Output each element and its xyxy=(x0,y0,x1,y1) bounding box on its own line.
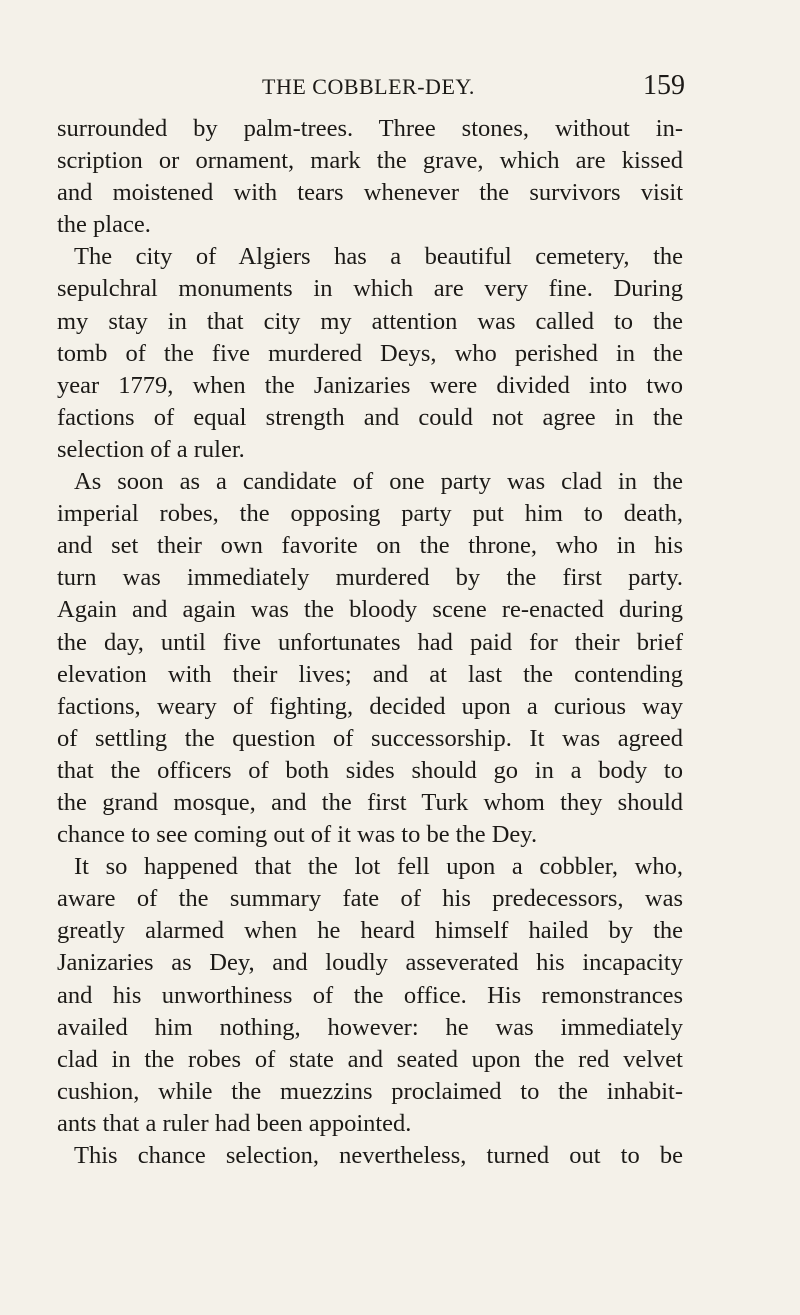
text-line: of settling the question of successorship. It was agreed xyxy=(57,724,683,752)
text-line: It so happened that the lot fell upon a cobbler, who, xyxy=(74,853,683,881)
text-line: Janizaries as Dey, and loudly asseverated his incapacity xyxy=(57,949,683,977)
text-line: selection of a ruler. xyxy=(57,435,245,463)
body-text xyxy=(57,113,683,1172)
text-line: As soon as a candidate of one party was clad in the xyxy=(74,468,683,496)
text-line: Again and again was the bloody scene re-enacted during xyxy=(57,596,683,624)
text-line: surrounded by palm-trees. Three stones, without in- xyxy=(57,115,683,142)
text-line: factions, weary of fighting, decided upon a curious way xyxy=(57,692,683,720)
text-line: clad in the robes of state and seated upon the red velvet xyxy=(57,1045,683,1073)
text-line: This chance selection, nevertheless, turned out to be xyxy=(74,1142,683,1169)
text-line: elevation with their lives; and at last the contending xyxy=(57,660,683,688)
text-line: imperial robes, the opposing party put him to death, xyxy=(57,500,683,528)
text-line: turn was immediately murdered by the first party. xyxy=(57,564,683,592)
text-line: The city of Algiers has a beautiful cemetery, the xyxy=(74,243,683,271)
text-line: scription or ornament, mark the grave, which are kissed xyxy=(57,147,683,175)
text-line: that the officers of both sides should go in a body to xyxy=(57,756,683,784)
text-line: and his unworthiness of the office. His remonstrances xyxy=(57,981,683,1009)
text-line: sepulchral monuments in which are very fine. During xyxy=(57,275,683,303)
text-line: tomb of the five murdered Deys, who perished in the xyxy=(57,339,683,367)
running-head xyxy=(60,70,685,104)
text-line: and moistened with tears whenever the survivors visit xyxy=(57,179,683,207)
text-line: greatly alarmed when he heard himself hailed by the xyxy=(57,917,683,945)
text-line: my stay in that city my attention was called to the xyxy=(57,307,683,335)
text-line: aware of the summary fate of his predecessors, was xyxy=(57,885,683,913)
text-line: availed him nothing, however: he was immediately xyxy=(57,1013,683,1041)
text-line: ants that a ruler had been appointed. xyxy=(57,1109,412,1137)
text-line: the place. xyxy=(57,211,151,239)
text-line: the grand mosque, and the first Turk whom they should xyxy=(57,788,683,816)
text-line: the day, until five unfortunates had paid for their brief xyxy=(57,628,683,656)
text-line: factions of equal strength and could not agree in the xyxy=(57,403,683,431)
page-number: 159 xyxy=(643,70,685,101)
text-line: cushion, while the muezzins proclaimed to the inhabit- xyxy=(57,1077,683,1105)
running-title: THE COBBLER-DEY. xyxy=(262,74,475,99)
text-line: year 1779, when the Janizaries were divided into two xyxy=(57,371,683,399)
text-line: chance to see coming out of it was to be the Dey. xyxy=(57,821,538,849)
text-line: and set their own favorite on the throne, who in his xyxy=(57,532,683,560)
